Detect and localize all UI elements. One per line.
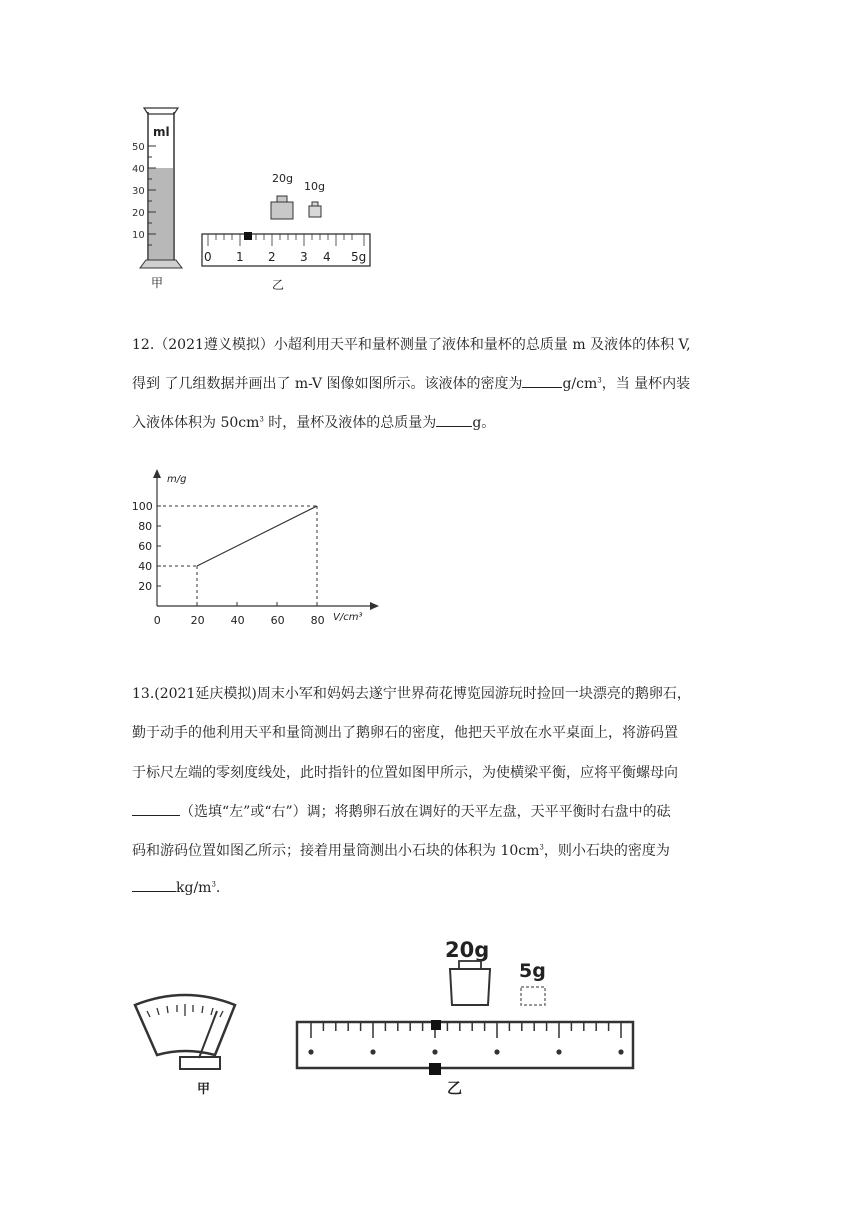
x-tick-label: 40 [230,614,245,627]
y-tick-label: 60 [138,540,153,553]
cylinder-unit: ml [153,125,170,139]
y-tick-label: 80 [138,520,153,533]
weight-20g-bottom-label: 20g [445,938,490,962]
x-tick-label: 80 [310,614,325,627]
q13-line-5: 码和游码位置如图乙所示；接着用量筒测出小石块的体积为 $10cm^3$，则小石块的密度为 [132,843,670,859]
weight-20g-label: 20g [272,172,293,185]
x-tick-label: 20 [190,614,205,627]
q13-line-4: （选填“左”或“右”）调；将鹅卵石放在调好的天平左盘，天平平衡时右盘中的砝 [132,801,671,821]
q12-blank-density[interactable] [522,375,562,388]
y-tick-label: 20 [138,580,153,593]
q13-line-3: 于标尺左端的零刻度线处，此时指针的位置如图甲所示，为使横梁平衡，应将平衡螺母向 [132,765,678,781]
y-tick-label: 40 [138,560,153,573]
x-tick-label: 0 [153,614,161,627]
weight-20g [271,172,293,219]
q12-line-3: 入液体体积为 $50cm^3$ 时，量杯及液体的总质量为 g。 [132,415,496,431]
q13-line-1: 13.(2021延庆模拟)周末小军和妈妈去遂宁世界荷花博览园游玩时捡回一块漂亮的鹅卵石， [132,686,691,702]
ruler-number-mark [370,1049,375,1054]
ruler-tick-4: 4 [323,250,331,264]
rider-top [431,1020,441,1030]
weight-20g-bottom [445,938,490,1005]
ruler-tick-0: 0 [204,250,212,264]
balance-ruler-bottom [297,1020,633,1097]
x-axis-label: V/cm³ [333,612,363,623]
m-v-chart [125,466,390,628]
q13-blank-density[interactable] [132,879,176,892]
weight-5g-bottom-label: 5g [519,960,546,982]
ruler-number-mark [556,1049,561,1054]
ruler-tick-1: 1 [236,250,244,264]
q12-line-1: 12.（2021遵义模拟）小超利用天平和量杯测量了液体和量杯的总质量 m 及液体的体积 V, [132,337,691,353]
weight-10g-label: 10g [304,180,325,193]
q12-blank-mass[interactable] [436,414,472,427]
y-tick-label: 100 [131,500,153,513]
weight-10g [304,180,325,217]
balance-ruler [202,232,370,292]
dial-pointer [199,1011,217,1058]
ruler-tick-2: 2 [268,250,276,264]
graduated-cylinder [132,108,182,290]
cylinder-label: 甲 [151,276,164,290]
dial-label: 甲 [197,1082,211,1097]
q12-line-2: 得到 了几组数据并画出了 m-V 图像如图所示。该液体的密度为 $g/cm^3$，当 量杯内装 [132,376,691,392]
cylinder-tick-50: 50 [132,142,145,153]
cylinder-tick-20: 20 [132,208,145,219]
y-axis-label: m/g [167,474,187,485]
balance-dial [135,995,235,1097]
ruler-number-mark [432,1049,437,1054]
cylinder-tick-30: 30 [132,186,145,197]
weight-5g-bottom [519,960,546,1005]
q13-blank-direction[interactable] [132,803,180,816]
ruler-tick-3: 3 [300,250,308,264]
x-axis-arrow [370,602,379,610]
ruler-number-mark [308,1049,313,1054]
x-tick-label: 60 [270,614,285,627]
cylinder-tick-10: 10 [132,230,145,241]
cylinder-tick-40: 40 [132,164,145,175]
y-axis-arrow [153,469,161,478]
top-figure [120,100,390,300]
rider-bottom [429,1063,441,1075]
ruler-label: 乙 [272,278,285,292]
ruler-label-bottom: 乙 [447,1079,463,1097]
data-line [197,506,317,566]
rider [244,232,252,240]
ruler-tick-5g: 5g [351,250,367,264]
bottom-figure [125,925,645,1100]
q13-line-2: 勤于动手的他利用天平和量筒测出了鹅卵石的密度，他把天平放在水平桌面上，将游码置 [132,725,678,741]
ruler-number-mark [494,1049,499,1054]
ruler-number-mark [618,1049,623,1054]
q13-line-6: $kg/m^3$. [132,879,220,896]
